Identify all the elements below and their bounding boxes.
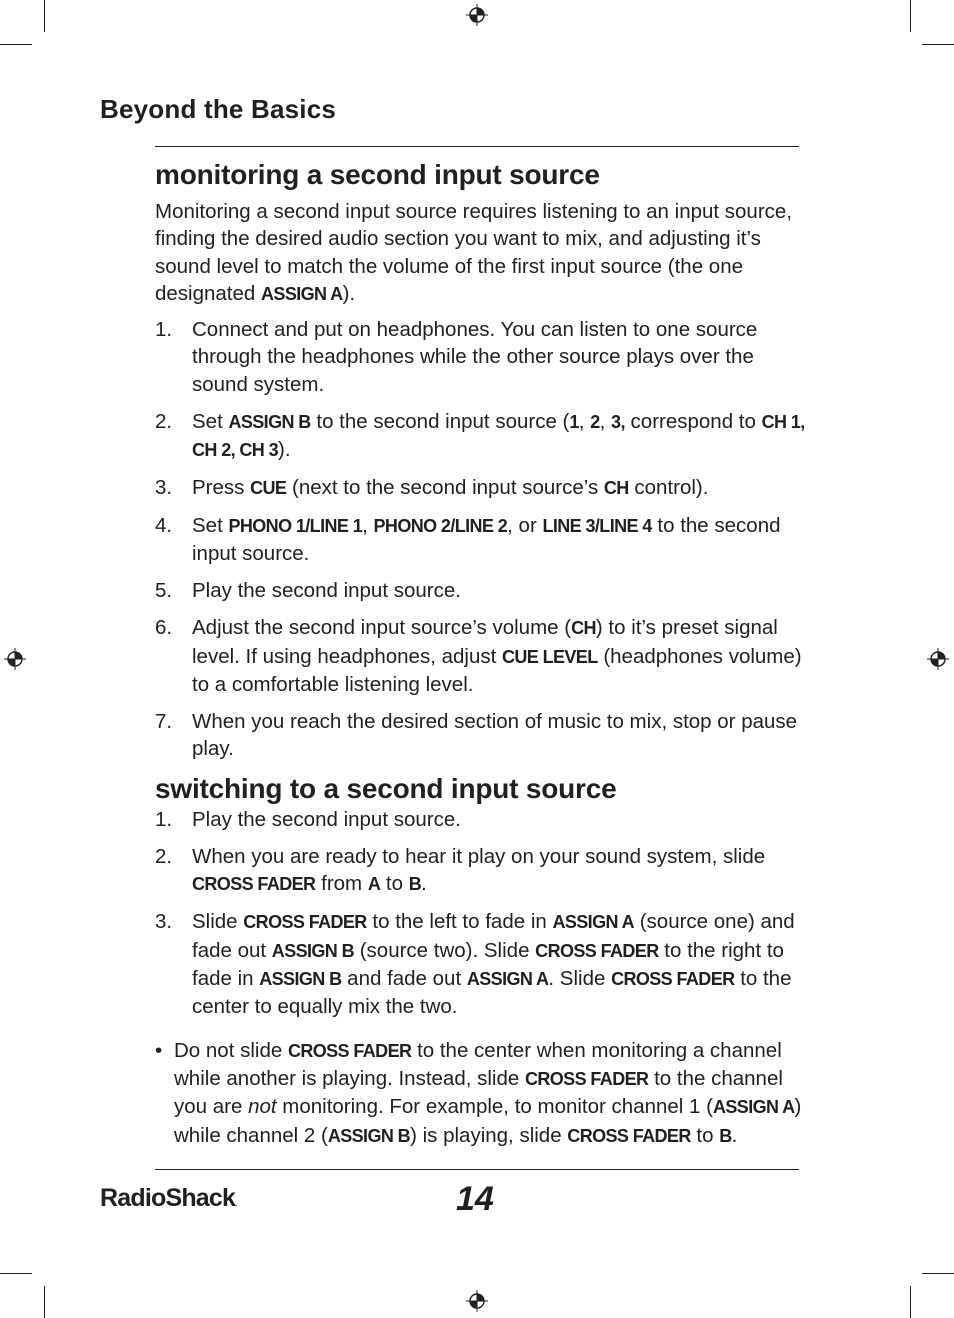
step-number: 5. [155, 579, 173, 603]
text-run: Slide [192, 910, 244, 934]
text-run: . [731, 1123, 738, 1147]
text-run: When you reach the desired section of music to mix, stop or pause play. [192, 709, 798, 761]
control-label: ASSIGN A [261, 283, 343, 304]
crop-mark [44, 1286, 45, 1318]
text-run: to the center to equally mix the two. [192, 967, 792, 1019]
crop-mark [922, 44, 954, 45]
control-label: CROSS FADER [524, 1068, 649, 1089]
text-run: correspond to [624, 409, 762, 433]
page-number: 14 [456, 1180, 494, 1218]
text-run: control). [628, 476, 709, 500]
section-header: Beyond the Basics [100, 94, 337, 124]
list-item [155, 908, 805, 1020]
control-label: B [719, 1125, 732, 1146]
text-run: to the center when monitoring a channel while another is playing. Instead, slide [174, 1038, 782, 1090]
registration-mark-icon [4, 648, 26, 670]
text-run: Do not slide [174, 1038, 288, 1062]
control-label: 2 [590, 411, 600, 432]
switching-heading: switching to a second input source [155, 773, 617, 805]
control-label: B [408, 874, 422, 895]
text-run: (source one) and fade out [192, 910, 795, 962]
text-run: , [578, 409, 591, 433]
text-run: (next to the second input source’s [286, 476, 604, 500]
footer-rule [155, 1169, 799, 1170]
note-text [174, 1039, 801, 1147]
control-label: ASSIGN A [552, 912, 635, 933]
registration-mark-icon [927, 648, 949, 670]
step-text [192, 514, 781, 565]
text-run: monitoring. For example, to monitor channel 1 ( [276, 1095, 713, 1119]
text-run: ) to it’s preset signal level. If using headphones, adjust [192, 616, 778, 668]
step-text [192, 710, 797, 760]
step-number: 2. [155, 409, 173, 433]
monitoring-heading: monitoring a second input source [155, 159, 600, 190]
step-number: 6. [155, 616, 173, 640]
control-label: PHONO 2/LINE 2 [373, 516, 508, 537]
text-run: , [362, 514, 374, 538]
text-run: ). [342, 281, 356, 305]
text-run: Play the second input source. [192, 579, 461, 603]
list-item [155, 512, 805, 568]
step-number: 7. [155, 709, 173, 733]
radioshack-logo [100, 1184, 237, 1213]
text-run: ). [278, 438, 291, 462]
step-text [192, 616, 802, 696]
control-label: CROSS FADER [243, 912, 367, 933]
text-run: Connect and put on headphones. You can listen to one source through the headphones while the other source plays over the sound system. [192, 318, 758, 396]
control-label: CROSS FADER [535, 940, 659, 961]
text-run: Set [192, 409, 229, 433]
step-text [192, 476, 708, 499]
step-text [192, 579, 461, 602]
text-run: Adjust the second input source’s volume ( [192, 616, 572, 640]
crop-mark [910, 1286, 911, 1318]
control-label: CROSS FADER [192, 874, 316, 895]
note-bullet [155, 1037, 805, 1150]
crop-mark [910, 0, 911, 32]
text-run: . [421, 872, 427, 896]
list-item [155, 577, 805, 604]
text-run: to the right to fade in [192, 938, 784, 991]
brand-mark: . [235, 1198, 237, 1208]
control-label: CROSS FADER [611, 969, 735, 990]
step-text [192, 845, 765, 895]
control-label: A [367, 874, 381, 895]
crop-mark [922, 1273, 954, 1274]
text-run: , or [507, 514, 543, 538]
list-item [155, 843, 805, 899]
control-label: CH 1, CH 2, CH 3 [192, 411, 805, 461]
bullet-icon: • [155, 1038, 163, 1062]
control-label: ASSIGN B [271, 940, 355, 961]
control-label: CUE LEVEL [502, 646, 598, 667]
control-label: LINE 3/LINE 4 [542, 516, 652, 537]
control-label: CROSS FADER [567, 1125, 691, 1146]
text-run: When you are ready to hear it play on your sound system, slide [192, 845, 766, 869]
control-label: ASSIGN B [327, 1125, 411, 1146]
step-number: 1. [155, 318, 173, 342]
list-item [155, 708, 805, 763]
list-item [155, 408, 805, 465]
text-run: to the left to fade in [366, 910, 553, 934]
step-text [192, 410, 805, 461]
control-label: ASSIGN A [712, 1097, 795, 1118]
monitoring-intro [155, 198, 805, 308]
control-label: 1 [569, 411, 579, 432]
text-run: from [315, 872, 368, 896]
control-label: ASSIGN B [259, 969, 342, 990]
control-label: CH [571, 618, 596, 639]
text-run: Play the second input source. [192, 808, 461, 832]
text-run: and fade out [341, 967, 467, 991]
brand-name: RadioShack [100, 1184, 236, 1212]
step-text [192, 910, 795, 1018]
text-run: to [380, 872, 409, 896]
registration-mark-icon [466, 1290, 488, 1312]
main-content [155, 158, 805, 1150]
text-run: to the second input source. [192, 514, 781, 566]
list-item [155, 474, 805, 502]
step-number: 3. [155, 910, 173, 934]
control-label: ASSIGN B [228, 411, 311, 432]
text-run: to [690, 1123, 720, 1147]
list-item [155, 614, 805, 698]
text-run: , [599, 409, 612, 433]
switching-steps [155, 806, 805, 1020]
crop-mark [44, 0, 45, 32]
crop-mark [0, 1273, 32, 1274]
text-run: to the second input source ( [310, 409, 570, 433]
control-label: CROSS FADER [287, 1040, 412, 1061]
control-label: CUE [250, 478, 287, 499]
list-item [155, 806, 805, 833]
text-run: Monitoring a second input source requires listening to an input source, finding the desired audio section you want to mix, and adjusting it’s sound level to match the volume of the first input source (the one designated [155, 200, 793, 305]
control-label: ASSIGN A [466, 969, 549, 990]
text-run: ) is playing, slide [410, 1123, 568, 1147]
text-run: (source two). Slide [354, 938, 536, 962]
control-label: CH [603, 478, 629, 499]
text-run: to the channel you are [174, 1066, 783, 1119]
text-run: (headphones volume) to a comfortable listening level. [192, 644, 802, 696]
step-number: 3. [155, 476, 173, 500]
emphasis-text: not [248, 1095, 277, 1119]
step-number: 1. [155, 808, 173, 832]
step-number: 2. [155, 845, 173, 869]
crop-mark [0, 44, 32, 45]
header-rule [155, 146, 799, 147]
text-run: ) while channel 2 ( [174, 1095, 802, 1147]
text-run: Press [192, 476, 251, 500]
step-text [192, 808, 461, 831]
monitoring-steps [155, 316, 805, 762]
list-item [155, 316, 805, 398]
text-run: Set [192, 514, 229, 538]
text-run: . Slide [548, 967, 612, 991]
control-label: PHONO 1/LINE 1 [228, 516, 363, 537]
registration-mark-icon [466, 4, 488, 26]
control-label: 3, [611, 411, 625, 432]
step-number: 4. [155, 514, 173, 538]
step-text [192, 318, 757, 396]
